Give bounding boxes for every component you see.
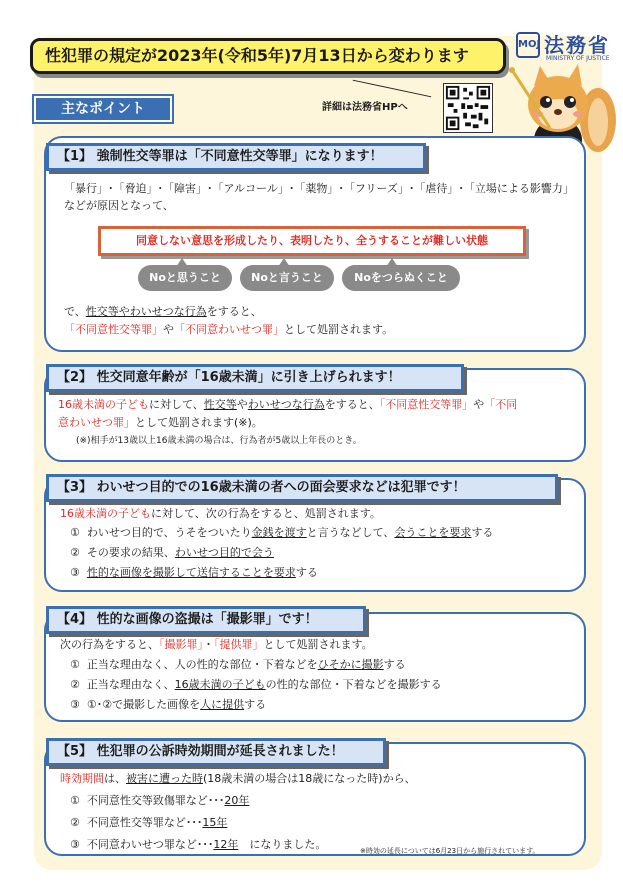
section-1-penalty: 「不同意性交等罪」や「不同意わいせつ罪」として処罰されます。	[64, 323, 394, 336]
section-5-heading: 【5】 性犯罪の公訴時効期間が延長されました！	[46, 738, 386, 766]
section-5-item: ③ 不同意わいせつ罪など･･･12年 になりました。	[70, 838, 327, 851]
section-2-line-2: 意わいせつ罪」として処罰されます(※)。	[58, 416, 263, 429]
section-3-intro: 16歳未満の子どもに対して、次の行為をすると、処罰されます。	[60, 507, 381, 520]
page-title: 性犯罪の規定が2023年(令和5年)7月13日から変わります	[30, 38, 506, 74]
section-5-note: ※時効の延長については6月23日から施行されています。	[360, 847, 540, 855]
section-4-heading: 【4】 性的な画像の盗撮は「撮影罪」です！	[46, 606, 366, 634]
pill-say-no: Noと言うこと	[240, 265, 334, 291]
ministry-english: MINISTRY OF JUSTICE	[546, 55, 610, 62]
detail-link-text: 詳細は法務省HPへ	[322, 102, 408, 113]
section-2-heading: 【2】 性交同意年齢が「16歳未満」に引き上げられます！	[46, 364, 464, 392]
section-3-item: ② その要求の結果、わいせつ目的で会う	[70, 546, 274, 559]
section-4-intro: 次の行為をすると、「撮影罪」・「提供罪」として処罰されます。	[60, 638, 373, 651]
section-2-note: (※)相手が13歳以上16歳未満の場合は、行為者が5歳以上年長のとき。	[76, 436, 362, 446]
section-1-heading: 【1】 強制性交等罪は「不同意性交等罪」になります！	[46, 143, 426, 171]
section-3-item: ① わいせつ目的で、うそをついたり金銭を渡すと言うなどして、会うことを要求する	[70, 526, 494, 539]
section-3-heading: 【3】 わいせつ目的での16歳未満の者への面会要求などは犯罪です！	[46, 474, 558, 502]
section-5-item: ② 不同意性交等罪など･･･15年	[70, 816, 228, 829]
section-4-item: ③ ①･②で撮影した画像を人に提供する	[70, 698, 267, 711]
section-1-causes-cont: などが原因となって、	[64, 199, 174, 212]
section-5-item: ① 不同意性交等致傷罪など･･･20年	[70, 794, 250, 807]
ministry-name: 法務省	[544, 33, 610, 57]
moj-emblem-icon: MOJ	[516, 32, 540, 58]
section-1-action: で、性交等やわいせつな行為をすると、	[64, 305, 262, 318]
section-4-item: ② 正当な理由なく、16歳未満の子どもの性的な部位・下着などを撮影する	[70, 678, 442, 691]
section-3-item: ③ 性的な画像を撮影して送信することを要求する	[70, 566, 318, 579]
qr-code-icon[interactable]	[443, 83, 493, 133]
section-4-item: ① 正当な理由なく、人の性的な部位・下着などをひそかに撮影する	[70, 658, 406, 671]
pill-think-no: Noと思うこと	[138, 265, 232, 291]
main-points-label: 主なポイント	[34, 96, 172, 122]
section-1-causes: 「暴行」･「脅迫」･「障害」･「アルコール」･「薬物」･「フリーズ」･「虐待」･「立場による影響力」	[64, 182, 574, 195]
section-5-intro: 時効期間は、被害に遭った時(18歳未満の場合は18歳になった時)から、	[60, 772, 416, 785]
difficult-state-box: 同意しない意思を形成したり、表明したり、全うすることが難しい状態	[98, 226, 526, 256]
section-2-line-1: 16歳未満の子どもに対して、性交等やわいせつな行為をすると、「不同意性交等罪」や「不同	[58, 398, 518, 411]
pill-maintain-no: Noをつらぬくこと	[342, 265, 460, 291]
